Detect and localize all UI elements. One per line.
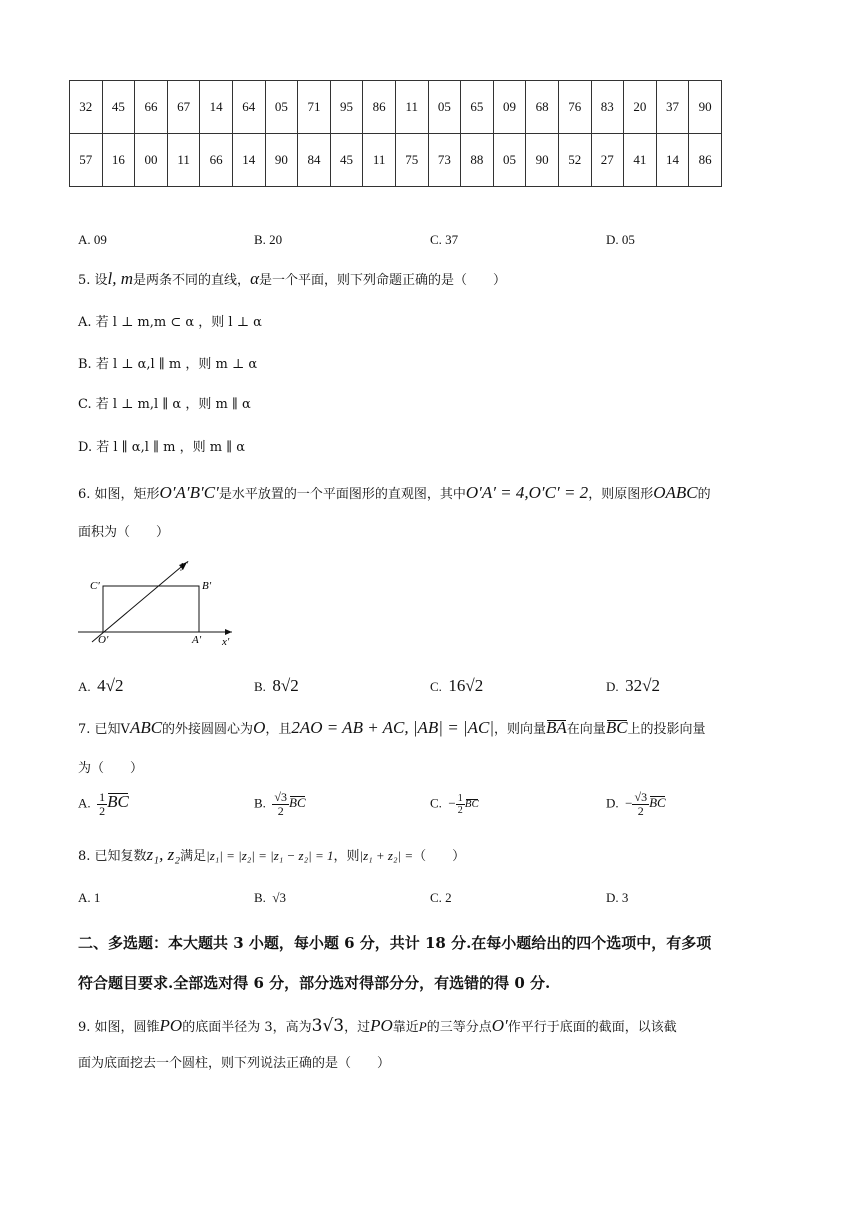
q5-option-a: A. 若 l ⊥ m,m ⊂ α ，则 l ⊥ α [78, 315, 262, 330]
q6-option-d-value: 32√2 [625, 676, 660, 695]
q8-stem [78, 846, 465, 866]
q8-condition: |z₁| = |z₂| = |z₁ − z₂| = 1 [206, 848, 334, 863]
q7-option-d [606, 791, 666, 818]
q7-stem [78, 719, 706, 739]
section-2-heading-line2: 符合题目要求.全部选对得 6 分，部分选对得部分分，有选错的得 0 分. [78, 974, 551, 992]
denominator: 2 [277, 804, 284, 818]
q9-stem-a: 9. 如图，圆锥 [78, 1020, 160, 1035]
table-cell: 65 [461, 81, 494, 134]
q9-point-p: P [418, 1019, 427, 1034]
fraction [272, 791, 289, 818]
q6-option-b [254, 676, 299, 696]
label-y: y′ [181, 559, 189, 571]
table-row [70, 134, 722, 187]
q8-option-a: A. 1 [78, 890, 101, 905]
q9-height: 3√3 [311, 1016, 345, 1036]
numerator: 1 [457, 793, 463, 804]
q7-option-a [78, 791, 129, 818]
fraction [97, 791, 107, 818]
q5-option-d: D. 若 l ∥ α,l ∥ m ，则 m ∥ α [78, 440, 246, 455]
q9-stem-e: 的三等分点 [426, 1020, 492, 1035]
q6-option-a-value: 4√2 [97, 676, 124, 695]
q6-option-a-label: A. [78, 679, 91, 694]
x-arrow-icon [225, 629, 232, 635]
q7-stem-b: 的外接圆圆心为 [162, 722, 254, 737]
table-cell: 11 [395, 81, 428, 134]
numerator: 1 [99, 790, 106, 804]
q8-variables: z₁, z₂ [146, 845, 181, 864]
table-cell: 37 [656, 81, 689, 134]
q5-option-b: B. 若 l ⊥ α,l ∥ m ，则 m ⊥ α [78, 357, 258, 372]
table-cell: 73 [428, 134, 461, 187]
q7-option-c-label: C. [430, 795, 442, 811]
q8-option-d: D. 3 [606, 890, 629, 905]
vector: BC [649, 795, 666, 811]
label-x: x′ [222, 636, 230, 648]
table-cell: 86 [689, 134, 722, 187]
table-cell: 67 [167, 81, 200, 134]
q5-plane: α [250, 269, 259, 288]
q7-triangle: ABC [129, 718, 163, 737]
table-cell: 52 [558, 134, 591, 187]
fraction [456, 793, 465, 816]
table-cell: 14 [232, 134, 265, 187]
q6-orig-name: OABC [653, 483, 698, 502]
q8-option-c: C. 2 [430, 890, 452, 905]
q7-equation: 2AO = AB + AC, |AB| = |AC| [291, 718, 494, 737]
q9-point-o1: O′ [491, 1016, 508, 1035]
vector: BC [289, 795, 306, 811]
table-cell: 71 [298, 81, 331, 134]
q6-stem-c: ，则原图形 [588, 487, 654, 502]
q7-vector-ba: BA [546, 718, 567, 737]
table-cell: 11 [363, 134, 396, 187]
q5-lines: l, m [107, 269, 134, 288]
q7-center: O [253, 718, 266, 737]
table-cell: 11 [167, 134, 200, 187]
q4-option-b: B. 20 [254, 232, 283, 247]
q7-stem-f: 上的投影向量 [627, 722, 706, 737]
q9-cone: PO [159, 1016, 183, 1035]
q8-stem-a: 8. 已知复数 [78, 849, 147, 864]
q9-stem-line2: 面为底面挖去一个圆柱，则下列说法正确的是（ ） [78, 1056, 391, 1071]
table-cell: 66 [135, 81, 168, 134]
q6-stem-line2: 面积为（ ） [78, 525, 170, 540]
q7-stem-line2: 为（ ） [78, 761, 144, 776]
q6-option-b-value: 8√2 [272, 676, 299, 695]
denominator: 2 [457, 805, 463, 816]
q6-option-d-label: D. [606, 679, 619, 694]
q9-stem-f: 作平行于底面的截面，以该截 [507, 1020, 677, 1035]
q6-rect-name: O′A′B′C′ [159, 483, 219, 502]
table-cell: 32 [70, 81, 103, 134]
denominator: 2 [637, 804, 644, 818]
q8-option-b-value: √3 [272, 890, 287, 905]
q6-option-b-label: B. [254, 679, 266, 694]
table-cell: 05 [493, 134, 526, 187]
table-cell: 14 [656, 134, 689, 187]
table-cell: 90 [526, 134, 559, 187]
table-cell: 45 [330, 134, 363, 187]
table-cell: 09 [493, 81, 526, 134]
q7-stem-a: 7. 已知V [78, 722, 130, 737]
table-cell: 64 [232, 81, 265, 134]
q7-vector-bc: BC [605, 718, 628, 737]
table-cell: 95 [330, 81, 363, 134]
label-b: B′ [202, 580, 212, 592]
q8-option-b [254, 890, 286, 906]
q7-stem-c: ，且 [265, 722, 292, 737]
q6-condition: O′A′ = 4,O′C′ = 2 [465, 483, 589, 502]
q6-figure [74, 556, 244, 648]
table-cell: 05 [265, 81, 298, 134]
numerator: √3 [274, 790, 288, 804]
q7-stem-e: 在向量 [566, 722, 606, 737]
q5-stem [78, 270, 506, 290]
q6-option-c-label: C. [430, 679, 442, 694]
q8-stem-d: （ ） [413, 849, 466, 864]
vector: BC [464, 798, 479, 811]
q6-option-a [78, 676, 123, 696]
table-cell: 68 [526, 81, 559, 134]
q8-ask: |z₁ + z₂| = [359, 848, 414, 863]
q9-segment: PO [370, 1016, 393, 1035]
table-cell: 57 [70, 134, 103, 187]
q9-stem [78, 1017, 677, 1037]
table-cell: 20 [624, 81, 657, 134]
table-cell: 84 [298, 134, 331, 187]
q8-stem-c: ，则 [333, 849, 360, 864]
label-o: O′ [98, 634, 109, 646]
q7-option-c [430, 793, 479, 816]
q4-option-d: D. 05 [606, 232, 635, 247]
q7-option-b-label: B. [254, 795, 266, 811]
vector: BC [107, 792, 129, 812]
q7-option-b [254, 791, 306, 818]
table-cell: 45 [102, 81, 135, 134]
table-cell: 00 [135, 134, 168, 187]
label-c: C′ [90, 580, 100, 592]
q8-option-b-label: B. [254, 890, 266, 905]
minus-sign: − [448, 795, 456, 811]
table-row [70, 81, 722, 134]
q7-option-d-label: D. [606, 795, 619, 811]
minus-sign: − [625, 795, 633, 811]
q6-option-c-value: 16√2 [448, 676, 484, 695]
q9-stem-c: ，过 [344, 1020, 371, 1035]
numerator: √3 [634, 790, 648, 804]
table-cell: 05 [428, 81, 461, 134]
table-cell: 88 [461, 134, 494, 187]
table-cell: 90 [689, 81, 722, 134]
random-number-table [69, 80, 722, 187]
section-2-heading: 二、多选题：本大题共 3 小题，每小题 6 分，共计 18 分.在每小题给出的四个选项中，有多项 [78, 934, 712, 952]
q6-stem [78, 484, 711, 504]
y-axis [92, 562, 187, 642]
q5-stem-end: 是一个平面，则下列命题正确的是（ ） [259, 273, 507, 288]
q4-option-c: C. 37 [430, 232, 459, 247]
q7-option-a-label: A. [78, 795, 91, 811]
denominator: 2 [99, 804, 106, 818]
q9-stem-b: 的底面半径为 3，高为 [182, 1020, 312, 1035]
q6-stem-a: 6. 如图，矩形 [78, 487, 160, 502]
q6-option-d [606, 676, 660, 696]
q5-number: 5. 设 [78, 273, 108, 288]
table-cell: 76 [558, 81, 591, 134]
table-cell: 14 [200, 81, 233, 134]
table-cell: 27 [591, 134, 624, 187]
table-cell: 90 [265, 134, 298, 187]
table-cell: 86 [363, 81, 396, 134]
fraction [632, 791, 649, 818]
q7-stem-d: ，则向量 [494, 722, 547, 737]
q6-option-c [430, 676, 483, 696]
q8-stem-b: 满足 [180, 849, 207, 864]
table-cell: 75 [395, 134, 428, 187]
q6-stem-d: 的 [697, 487, 711, 502]
q6-stem-b: 是水平放置的一个平面图形的直观图，其中 [218, 487, 466, 502]
table-cell: 16 [102, 134, 135, 187]
label-a: A′ [192, 634, 202, 646]
table-cell: 66 [200, 134, 233, 187]
q4-option-a: A. 09 [78, 232, 107, 247]
table-cell: 41 [624, 134, 657, 187]
q5-option-c: C. 若 l ⊥ m,l ∥ α ，则 m ∥ α [78, 397, 251, 412]
q9-stem-d: 靠近 [392, 1020, 419, 1035]
q5-stem-text: 是两条不同的直线， [133, 273, 251, 288]
table-cell: 83 [591, 81, 624, 134]
